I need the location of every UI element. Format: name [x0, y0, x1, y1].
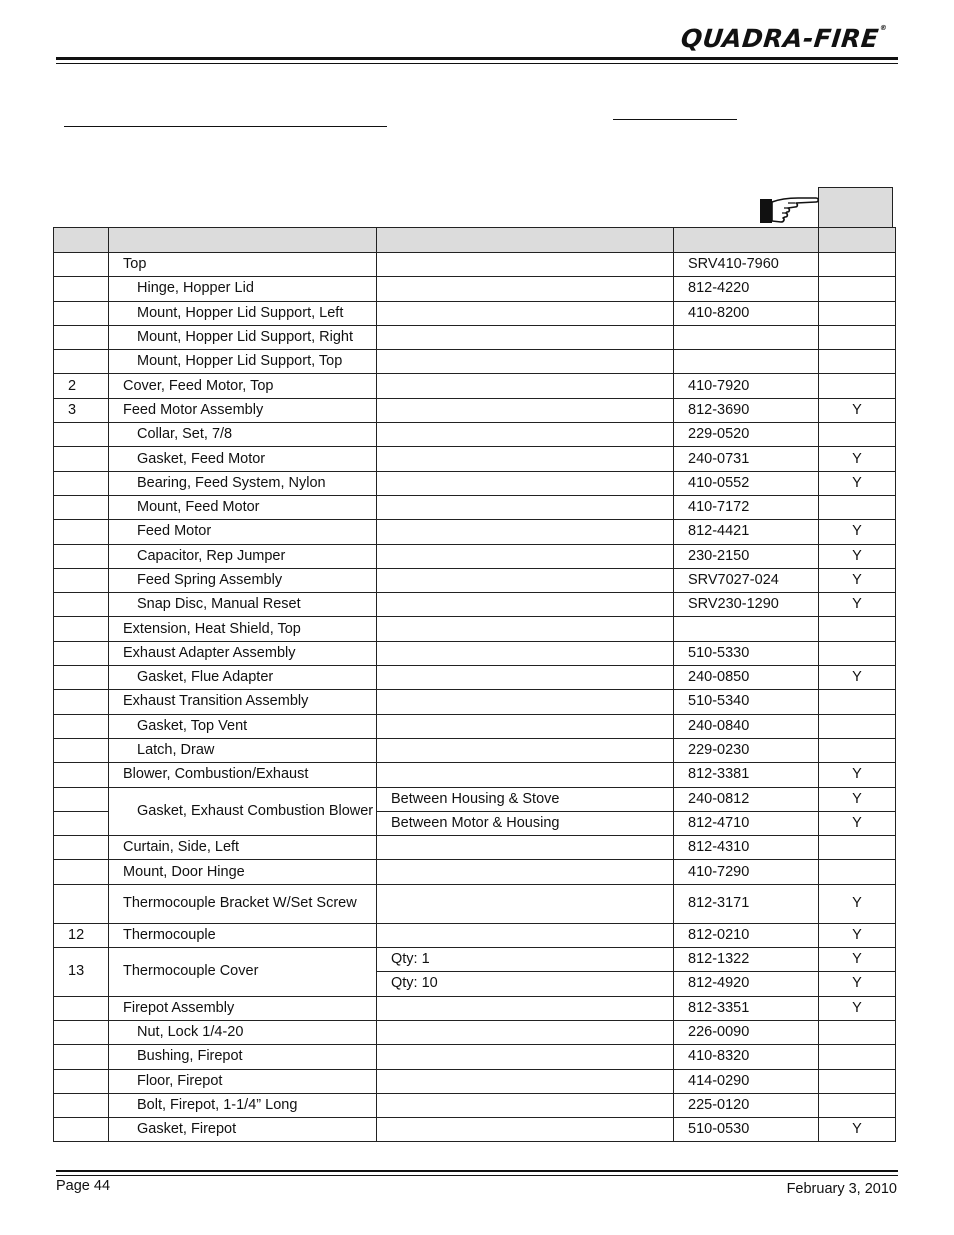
item-number [54, 738, 109, 762]
part-number: SRV230-1290 [674, 593, 819, 617]
stocked-flag [819, 641, 896, 665]
item-number [54, 253, 109, 277]
stocked-flag [819, 714, 896, 738]
part-description: Curtain, Side, Left [109, 836, 377, 860]
table-row [54, 787, 896, 811]
table-row [54, 253, 896, 277]
header-rule [56, 57, 898, 60]
stocked-flag: Y [819, 948, 896, 972]
part-description: Extension, Heat Shield, Top [109, 617, 377, 641]
part-comments [377, 253, 674, 277]
stocked-flag [819, 617, 896, 641]
stocked-header [819, 228, 896, 253]
table-row [54, 763, 896, 787]
part-description: Firepot Assembly [109, 996, 377, 1020]
item-number [54, 641, 109, 665]
stocked-flag [819, 1020, 896, 1044]
table-row [54, 1093, 896, 1117]
part-description: Mount, Hopper Lid Support, Left [109, 301, 377, 325]
stocked-flag: Y [819, 1118, 896, 1142]
part-description: Thermocouple Bracket W/Set Screw [109, 884, 377, 923]
part-number: 240-0731 [674, 447, 819, 471]
part-number [674, 350, 819, 374]
item-number [54, 1118, 109, 1142]
heading-underline-left [64, 126, 387, 127]
part-comments [377, 277, 674, 301]
part-description: Mount, Door Hinge [109, 860, 377, 884]
stocked-flag: Y [819, 520, 896, 544]
stocked-flag [819, 325, 896, 349]
page-number: Page 44 [56, 1178, 111, 1194]
item-number [54, 763, 109, 787]
stocked-flag: Y [819, 972, 896, 996]
pointing-hand-icon [758, 191, 820, 227]
item-number [54, 1093, 109, 1117]
part-description: Gasket, Exhaust Combustion Blower [109, 787, 377, 836]
footer-rule [56, 1170, 898, 1172]
item-number [54, 884, 109, 923]
logo-text: QUADRA-FIRE [679, 24, 881, 53]
table-row [54, 836, 896, 860]
part-comments [377, 617, 674, 641]
part-comments [377, 996, 674, 1020]
item-number [54, 666, 109, 690]
stocked-flag: Y [819, 811, 896, 835]
part-number: 410-7290 [674, 860, 819, 884]
table-row [54, 301, 896, 325]
part-description: Bushing, Firepot [109, 1045, 377, 1069]
part-comments [377, 325, 674, 349]
part-comments [377, 593, 674, 617]
item-number [54, 1020, 109, 1044]
part-description: Top [109, 253, 377, 277]
part-comments [377, 1045, 674, 1069]
stocked-flag [819, 738, 896, 762]
publication-date: February 3, 2010 [786, 1181, 897, 1197]
stocked-flag [819, 253, 896, 277]
table-row [54, 325, 896, 349]
table-row [54, 714, 896, 738]
part-number [674, 325, 819, 349]
item-number [54, 996, 109, 1020]
part-description: Capacitor, Rep Jumper [109, 544, 377, 568]
stocked-flag [819, 690, 896, 714]
part-description: Gasket, Top Vent [109, 714, 377, 738]
part-comments [377, 423, 674, 447]
stocked-flag [819, 860, 896, 884]
part-comments [377, 923, 674, 947]
table-row [54, 495, 896, 519]
table-row [54, 374, 896, 398]
part-comments [377, 763, 674, 787]
part-comments [377, 447, 674, 471]
part-number: 812-4220 [674, 277, 819, 301]
item-number [54, 520, 109, 544]
part-comments [377, 471, 674, 495]
part-number: 812-4710 [674, 811, 819, 835]
table-row [54, 641, 896, 665]
stocked-flag: Y [819, 398, 896, 422]
table-row [54, 948, 896, 972]
item-number [54, 350, 109, 374]
part-description: Feed Motor [109, 520, 377, 544]
item-number [54, 860, 109, 884]
table-row [54, 398, 896, 422]
table-row [54, 520, 896, 544]
stocked-flag: Y [819, 787, 896, 811]
part-number: 414-0290 [674, 1069, 819, 1093]
part-number: 812-1322 [674, 948, 819, 972]
table-row [54, 350, 896, 374]
part-description: Thermocouple Cover [109, 948, 377, 997]
stocked-flag: Y [819, 923, 896, 947]
part-number: 410-0552 [674, 471, 819, 495]
part-comments [377, 738, 674, 762]
part-description: Cover, Feed Motor, Top [109, 374, 377, 398]
table-row [54, 923, 896, 947]
table-row [54, 690, 896, 714]
part-comments [377, 1093, 674, 1117]
item-number [54, 568, 109, 592]
item-number [54, 301, 109, 325]
table-row [54, 593, 896, 617]
part-comments [377, 1069, 674, 1093]
part-number: 226-0090 [674, 1020, 819, 1044]
stocked-flag [819, 350, 896, 374]
part-number [674, 617, 819, 641]
part-number: 812-3351 [674, 996, 819, 1020]
part-description: Thermocouple [109, 923, 377, 947]
part-comments [377, 374, 674, 398]
comments-header [377, 228, 674, 253]
part-comments [377, 544, 674, 568]
part-comments [377, 1118, 674, 1142]
item-number: 3 [54, 398, 109, 422]
part-comments: Qty: 10 [377, 972, 674, 996]
parts-list-table [53, 227, 896, 1142]
table-row [54, 568, 896, 592]
part-comments: Between Motor & Housing [377, 811, 674, 835]
item-number [54, 811, 109, 835]
part-description: Gasket, Flue Adapter [109, 666, 377, 690]
table-row [54, 996, 896, 1020]
stocked-flag [819, 1093, 896, 1117]
table-row [54, 666, 896, 690]
stocked-flag: Y [819, 666, 896, 690]
item-header [54, 228, 109, 253]
heading-underline-right [613, 119, 737, 120]
stocked-flag [819, 301, 896, 325]
part-description: Mount, Hopper Lid Support, Right [109, 325, 377, 349]
item-number [54, 544, 109, 568]
item-number [54, 787, 109, 811]
part-number: 812-3690 [674, 398, 819, 422]
parts-list-body [54, 253, 896, 1142]
part-description: Nut, Lock 1/4-20 [109, 1020, 377, 1044]
stocked-flag [819, 1069, 896, 1093]
part-description: Latch, Draw [109, 738, 377, 762]
item-number [54, 1045, 109, 1069]
part-number: 410-8320 [674, 1045, 819, 1069]
part-number: 812-3381 [674, 763, 819, 787]
part-comments [377, 714, 674, 738]
item-number [54, 1069, 109, 1093]
part-description: Exhaust Adapter Assembly [109, 641, 377, 665]
logo-trademark: ® [879, 24, 888, 32]
item-number: 13 [54, 948, 109, 997]
item-number [54, 593, 109, 617]
stocked-flag: Y [819, 884, 896, 923]
part-description: Bolt, Firepot, 1-1/4” Long [109, 1093, 377, 1117]
part-comments [377, 666, 674, 690]
part-number: SRV7027-024 [674, 568, 819, 592]
table-row [54, 738, 896, 762]
part-number: 230-2150 [674, 544, 819, 568]
part-description: Floor, Firepot [109, 1069, 377, 1093]
part-number: 240-0850 [674, 666, 819, 690]
table-row [54, 1118, 896, 1142]
part-number: 410-7920 [674, 374, 819, 398]
item-number [54, 447, 109, 471]
part-description: Exhaust Transition Assembly [109, 690, 377, 714]
stocked-flag [819, 423, 896, 447]
part-description: Hinge, Hopper Lid [109, 277, 377, 301]
part-comments [377, 1020, 674, 1044]
part-number: 240-0840 [674, 714, 819, 738]
part-number: 812-4310 [674, 836, 819, 860]
item-number [54, 423, 109, 447]
stocked-flag: Y [819, 763, 896, 787]
stocked-flag: Y [819, 544, 896, 568]
item-number: 2 [54, 374, 109, 398]
stocked-flag: Y [819, 568, 896, 592]
item-number [54, 471, 109, 495]
part-comments [377, 641, 674, 665]
table-row [54, 447, 896, 471]
part-description: Mount, Feed Motor [109, 495, 377, 519]
part-description: Mount, Hopper Lid Support, Top [109, 350, 377, 374]
table-row [54, 884, 896, 923]
table-row [54, 1045, 896, 1069]
table-row [54, 277, 896, 301]
item-number [54, 495, 109, 519]
part-description: Collar, Set, 7/8 [109, 423, 377, 447]
part-comments [377, 690, 674, 714]
part-description: Gasket, Firepot [109, 1118, 377, 1142]
part-comments [377, 301, 674, 325]
table-row [54, 1020, 896, 1044]
part-number: SRV410-7960 [674, 253, 819, 277]
part-number: 812-3171 [674, 884, 819, 923]
item-number [54, 836, 109, 860]
item-number: 12 [54, 923, 109, 947]
stocked-flag [819, 836, 896, 860]
table-row [54, 860, 896, 884]
part-description: Blower, Combustion/Exhaust [109, 763, 377, 787]
stocked-flag: Y [819, 593, 896, 617]
item-number [54, 277, 109, 301]
stocked-flag [819, 495, 896, 519]
part-number: 812-0210 [674, 923, 819, 947]
part-description: Feed Spring Assembly [109, 568, 377, 592]
table-row [54, 1069, 896, 1093]
item-number [54, 325, 109, 349]
stocked-flag: Y [819, 447, 896, 471]
part-number: 510-5330 [674, 641, 819, 665]
table-header-row [54, 228, 896, 253]
description-header [109, 228, 377, 253]
part-comments: Qty: 1 [377, 948, 674, 972]
part-comments [377, 884, 674, 923]
part-number: 510-0530 [674, 1118, 819, 1142]
part-comments [377, 568, 674, 592]
part-number-header [674, 228, 819, 253]
item-number [54, 617, 109, 641]
part-comments [377, 520, 674, 544]
part-number: 410-8200 [674, 301, 819, 325]
part-number: 410-7172 [674, 495, 819, 519]
stocked-flag [819, 1045, 896, 1069]
part-number: 229-0520 [674, 423, 819, 447]
part-comments [377, 495, 674, 519]
part-number: 812-4421 [674, 520, 819, 544]
stocked-flag [819, 374, 896, 398]
part-number: 229-0230 [674, 738, 819, 762]
part-description: Snap Disc, Manual Reset [109, 593, 377, 617]
part-comments [377, 350, 674, 374]
table-row [54, 423, 896, 447]
part-number: 225-0120 [674, 1093, 819, 1117]
part-description: Bearing, Feed System, Nylon [109, 471, 377, 495]
part-number: 812-4920 [674, 972, 819, 996]
part-comments: Between Housing & Stove [377, 787, 674, 811]
part-number: 510-5340 [674, 690, 819, 714]
stocked-flag: Y [819, 471, 896, 495]
brand-logo [679, 24, 887, 53]
stocked-flag: Y [819, 996, 896, 1020]
table-row [54, 471, 896, 495]
stocked-flag [819, 277, 896, 301]
header-rule-thin [56, 63, 898, 64]
footer-rule-thin [56, 1175, 898, 1176]
table-row [54, 544, 896, 568]
item-number [54, 714, 109, 738]
part-comments [377, 860, 674, 884]
part-comments [377, 836, 674, 860]
part-number: 240-0812 [674, 787, 819, 811]
part-comments [377, 398, 674, 422]
part-description: Feed Motor Assembly [109, 398, 377, 422]
table-row [54, 617, 896, 641]
item-number [54, 690, 109, 714]
part-description: Gasket, Feed Motor [109, 447, 377, 471]
